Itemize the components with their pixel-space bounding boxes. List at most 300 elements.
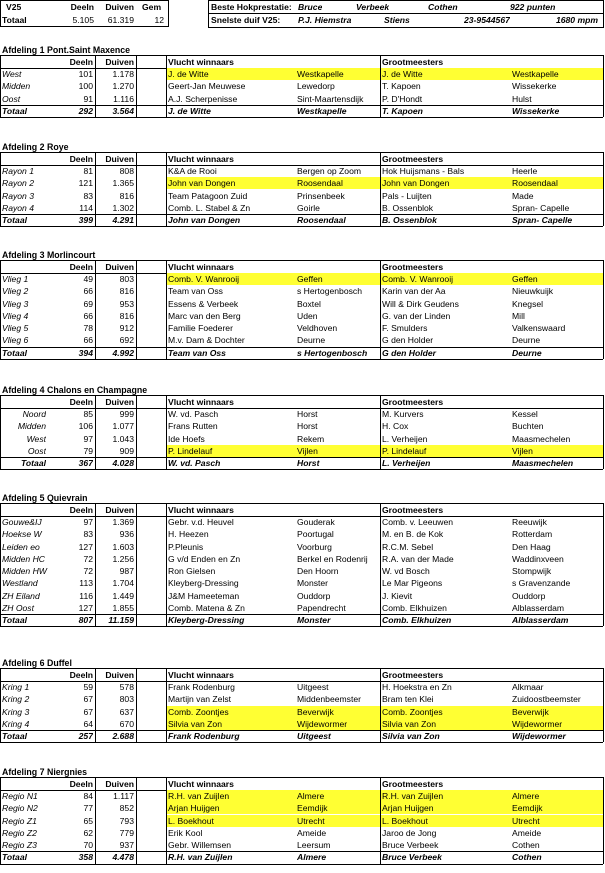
table-row [0,577,605,589]
deeln-header: Deeln [69,397,93,407]
divider [0,0,1,27]
table-row [0,177,605,189]
vlucht-winnaars-header: Vlucht winnaars [168,57,234,67]
winner-name: Frank Rodenburg [168,682,235,692]
winner-name: Silvia van Zon [168,718,222,729]
deeln-value: 79 [83,445,93,456]
duiven-value: 1.704 [112,578,134,589]
grandmaster-name: T. Kapoen [382,105,423,116]
divider [0,614,603,615]
grandmaster-name: Comb. V. Wanrooij [382,274,454,284]
divider [168,0,169,27]
beste-label: Beste Hokprestatie: [211,2,292,12]
divider [0,730,603,731]
grandmaster-place: Wijdewormer [512,731,566,741]
duiven-value: 4.028 [112,458,134,468]
divider [0,152,1,226]
total-label: Totaal [21,458,46,468]
grandmaster-name: B. Ossenblok [382,215,437,225]
row-name: Rayon 2 [2,178,35,189]
deeln-value: 84 [83,791,93,801]
snelste-ring: 23-9544567 [464,15,510,25]
divider [0,457,603,458]
divider [380,260,381,359]
duiven-value: 816 [119,286,134,297]
deeln-value: 49 [83,274,93,284]
grandmaster-name: H. Hoekstra en Zn [382,682,452,692]
grandmaster-name: R.A. van der Made [382,553,454,564]
duiven-value: 987 [119,566,134,576]
divider [136,503,137,626]
beste-points: 922 punten [510,2,556,12]
winner-name: G v/d Enden en Zn [168,553,241,564]
table-row [0,528,605,540]
grandmaster-name: J. Kievit [382,590,413,601]
row-name: Gouwe&IJ [2,517,42,527]
row-name: ZH Eiland [2,590,40,601]
grandmaster-place: Nieuwkuijk [512,286,554,297]
winner-name: H. Heezen [168,529,209,540]
duiven-value: 1.603 [112,541,134,552]
grandmaster-place: Alblasserdam [512,615,569,625]
grandmaster-place: Kessel [512,409,538,419]
grandmaster-place: Almere [512,791,540,801]
total-label: Totaal [2,615,27,625]
beste-place: Cothen [428,2,458,12]
snelste-speed: 1680 mpm [555,15,598,25]
divider [0,105,603,106]
winner-place: Westkapelle [297,105,347,116]
winner-place: Ameide [297,827,327,838]
deeln-value: 97 [83,517,93,527]
duiven-header: Duiven [105,505,134,515]
winner-place: Westkapelle [297,69,344,79]
deeln-header: Deeln [69,154,93,164]
row-name: Kring 2 [2,694,30,705]
table-row [0,334,605,346]
divider [95,55,96,117]
table-row [0,790,605,802]
grandmaster-place: Beverwijk [512,706,549,717]
divider [380,777,381,864]
winner-place: Eemdijk [297,803,328,814]
divider [0,742,603,743]
grootmeesters-header: Grootmeesters [382,779,444,789]
divider [166,777,167,864]
row-name: Rayon 1 [2,166,35,176]
divider [603,668,604,742]
grandmaster-place: Den Haag [512,541,551,552]
table-row [0,68,605,80]
divider [603,777,604,864]
grandmaster-name: Comb. Zoontjes [382,706,443,717]
deeln-value: 69 [83,298,93,309]
table-row [0,553,605,565]
deeln-value: 66 [83,286,93,297]
divider [136,395,137,469]
divider [380,395,381,469]
duiven-header: Duiven [105,2,134,12]
divider [95,777,96,864]
row-name: Hoekse W [2,529,42,540]
duiven-value: 803 [119,274,134,284]
grandmaster-name: L. Verheijen [382,458,431,468]
duiven-value: 816 [119,190,134,201]
deeln-value: 77 [83,803,93,814]
grandmaster-name: Jaroo de Jong [382,827,437,838]
winner-place: Horst [297,409,318,419]
divider [136,260,137,359]
section-title: Afdeling 3 Morlincourt [2,250,96,260]
table-row [0,839,605,851]
deeln-value: 127 [78,541,93,552]
v25-label: V25 [6,2,22,12]
winner-name: Erik Kool [168,827,203,838]
deeln-value: 66 [83,335,93,346]
duiven-value: 1.043 [112,433,134,444]
grandmaster-name: L. Boekhout [382,815,428,826]
divider [0,626,603,627]
totaal-label: Totaal [2,15,27,25]
divider [0,503,1,626]
winner-place: Roosendaal [297,178,343,189]
table-row [0,298,605,310]
grandmaster-place: Valkenswaard [512,323,566,333]
winner-name: Ron Gielsen [168,566,216,576]
duiven-value: 936 [119,529,134,540]
vlucht-winnaars-header: Vlucht winnaars [168,154,234,164]
deeln-header: Deeln [70,2,94,12]
duiven-header: Duiven [105,779,134,789]
divider [166,152,167,226]
deeln-value: 127 [78,602,93,613]
duiven-value: 912 [119,323,134,333]
grandmaster-place: Alkmaar [512,682,544,692]
table-row [0,190,605,202]
winner-place: Horst [297,458,320,468]
row-name: Vlieg 4 [2,310,29,321]
table-row [0,322,605,334]
winner-name: Kleyberg-Dressing [168,578,239,589]
divider [0,359,603,360]
table-row [0,93,605,105]
beste-last: Verbeek [356,2,390,12]
divider [0,55,1,117]
winner-place: Deurne [297,335,326,346]
row-name: Regio Z1 [2,815,37,826]
winner-name: Martijn van Zelst [168,694,232,705]
total-row [0,614,605,626]
winner-place: Middenbeemster [297,694,362,705]
total-gem: 12 [154,15,164,25]
row-name: Oost [27,445,46,456]
row-name: Rayon 4 [2,202,35,213]
grandmaster-name: Comb. Elkhuizen [382,602,447,613]
winner-place: Voorburg [297,541,332,552]
row-name: Noord [22,409,46,419]
deeln-value: 114 [79,202,93,213]
grandmaster-place: Heerle [512,166,538,176]
grandmaster-place: Utrecht [512,815,540,826]
winner-place: Uden [297,310,318,321]
duiven-value: 852 [119,803,134,814]
winner-place: Poortugal [297,529,334,540]
deeln-header: Deeln [69,670,93,680]
deeln-value: 100 [78,81,93,92]
divider [603,503,604,626]
winner-place: s Hertogenbosch [297,347,368,358]
deeln-value: 399 [78,215,93,225]
divider [0,469,603,470]
deeln-value: 367 [78,458,93,468]
divider [603,260,604,359]
winner-name: John van Dongen [168,215,241,225]
grandmaster-place: Alblasserdam [512,602,565,613]
grandmaster-place: Eemdijk [512,803,543,814]
grandmaster-place: Roosendaal [512,178,558,189]
row-name: Vlieg 3 [2,298,29,309]
duiven-value: 4.992 [112,347,134,358]
grandmaster-name: L. Verheijen [382,433,428,444]
deeln-value: 116 [79,590,93,601]
grandmaster-name: H. Cox [382,421,409,432]
divider [166,260,167,359]
row-name: Oost [2,93,21,104]
duiven-value: 909 [119,445,134,456]
row-name: Midden [2,81,31,92]
row-name: Kring 1 [2,682,30,692]
winner-place: Utrecht [297,815,325,826]
deeln-value: 78 [83,323,93,333]
duiven-value: 1.270 [112,81,134,92]
winner-place: Den Hoorn [297,566,339,576]
grandmaster-place: Cothen [512,852,542,863]
deeln-value: 121 [78,178,93,189]
top-summary [0,0,170,28]
divider [603,0,604,28]
total-row [0,214,605,226]
grandmaster-name: Comb. Elkhuizen [382,615,452,625]
total-label: Totaal [2,852,27,863]
winner-name: Kleyberg-Dressing [168,615,245,625]
winner-place: Boxtel [297,298,321,309]
divider [208,0,209,28]
grandmaster-place: Reeuwijk [512,517,547,527]
table-row [0,273,605,285]
grandmaster-place: Buchten [512,421,544,432]
grandmaster-name: Pals - Luijten [382,190,432,201]
deeln-value: 65 [83,815,93,826]
grootmeesters-header: Grootmeesters [382,670,444,680]
grandmaster-name: T. Kapoen [382,81,421,92]
duiven-value: 1.302 [112,202,134,213]
total-row [0,457,605,469]
winner-name: K&A de Rooi [168,166,217,176]
deeln-header: Deeln [69,505,93,515]
grandmaster-place: Wissekerke [512,81,557,92]
grandmaster-name: G. van der Linden [382,310,451,321]
winner-name: P. Lindelauf [168,445,213,456]
deeln-value: 83 [83,190,93,201]
winner-name: L. Boekhout [168,815,214,826]
winner-place: Rekem [297,433,325,444]
grandmaster-place: Vijlen [512,445,533,456]
winner-name: Frans Rutten [168,421,218,432]
row-name: Rayon 3 [2,190,35,201]
total-label: Totaal [2,215,27,225]
divider [166,55,167,117]
grandmaster-name: G den Holder [382,347,436,358]
grootmeesters-header: Grootmeesters [382,505,444,515]
duiven-value: 1.256 [112,553,134,564]
divider [603,55,604,117]
winner-place: Wijdewormer [297,718,348,729]
winner-place: Geffen [297,274,323,284]
divider [95,668,96,742]
winner-name: Geert-Jan Meuwese [168,81,246,92]
total-row [0,730,605,742]
winner-place: Ouddorp [297,590,331,601]
duiven-value: 1.365 [112,178,134,189]
grandmaster-name: J. de Witte [382,69,423,79]
table-row [0,445,605,457]
total-row [0,105,605,117]
grootmeesters-header: Grootmeesters [382,154,444,164]
winner-name: Gebr. v.d. Heuvel [168,517,234,527]
snelste-name: P.J. Hiemstra [298,15,352,25]
winner-place: Roosendaal [297,215,346,225]
table-row [0,433,605,445]
duiven-value: 1.077 [112,421,134,432]
total-deeln: 5.105 [72,15,94,25]
best-performance-box [208,0,605,28]
vlucht-winnaars-header: Vlucht winnaars [168,670,234,680]
row-name: ZH Oost [2,602,34,613]
duiven-value: 793 [119,815,134,826]
snelste-label: Snelste duif V25: [211,15,281,25]
duiven-value: 4.291 [112,215,134,225]
table-row [0,541,605,553]
deeln-header: Deeln [69,57,93,67]
deeln-value: 72 [83,566,93,576]
divider [95,503,96,626]
winner-name: J. de Witte [168,105,211,116]
row-name: Vlieg 2 [2,286,29,297]
grandmaster-name: Bruce Verbeek [382,840,439,850]
winner-place: Goirle [297,202,320,213]
table-row [0,202,605,214]
table-row [0,602,605,614]
grandmaster-place: Westkapelle [512,69,559,79]
deeln-value: 67 [83,706,93,717]
grandmaster-name: R.H. van Zuijlen [382,791,444,801]
divider [136,152,137,226]
grandmaster-place: Wijdewormer [512,718,563,729]
divider [208,27,603,28]
grandmaster-name: Bram ten Klei [382,694,434,705]
table-row [0,420,605,432]
duiven-value: 1.369 [112,517,134,527]
deeln-value: 62 [83,827,93,838]
deeln-value: 83 [83,529,93,540]
grandmaster-name: Will & Dirk Geudens [382,298,459,309]
vlucht-winnaars-header: Vlucht winnaars [168,397,234,407]
winner-name: Ide Hoefs [168,433,205,444]
grandmaster-name: John van Dongen [382,178,450,189]
divider [0,395,1,469]
winner-name: Frank Rodenburg [168,731,240,741]
duiven-value: 670 [119,718,134,729]
table-row [0,285,605,297]
table-row [0,590,605,602]
grandmaster-place: Hulst [512,93,532,104]
vlucht-winnaars-header: Vlucht winnaars [168,505,234,515]
total-duiven: 61.319 [107,15,134,25]
duiven-value: 779 [119,827,134,838]
duiven-value: 953 [119,298,134,309]
table-row [0,706,605,718]
total-label: Totaal [2,347,27,358]
winner-name: W. vd. Pasch [168,458,221,468]
winner-name: Gebr. Willemsen [168,840,232,850]
winner-name: John van Dongen [168,178,236,189]
row-name: Regio N2 [2,803,38,814]
deeln-value: 72 [83,553,93,564]
deeln-value: 394 [78,347,93,358]
table-row [0,565,605,577]
grandmaster-place: Ouddorp [512,590,546,601]
vlucht-winnaars-header: Vlucht winnaars [168,779,234,789]
grandmaster-place: Deurne [512,335,541,346]
winner-place: Papendrecht [297,602,346,613]
winner-place: Veldhoven [297,323,338,333]
divider [0,864,603,865]
grandmaster-name: G den Holder [382,335,434,346]
deeln-value: 85 [83,409,93,419]
grandmaster-place: Stompwijk [512,566,552,576]
divider [0,777,1,864]
total-row [0,851,605,863]
table-row [0,681,605,693]
winner-name: J. de Witte [168,69,209,79]
grandmaster-name: Silvia van Zon [382,731,440,741]
divider [166,503,167,626]
winner-name: Arjan Huijgen [168,803,220,814]
table-row [0,815,605,827]
grandmaster-name: Comb. v. Leeuwen [382,517,454,527]
grandmaster-place: s Gravenzande [512,578,571,589]
table-row [0,80,605,92]
duiven-header: Duiven [105,262,134,272]
winner-place: Beverwijk [297,706,334,717]
grandmaster-name: F. Smulders [382,323,428,333]
grandmaster-name: Le Mar Pigeons [382,578,443,589]
winner-place: Almere [297,791,325,801]
divider [0,226,603,227]
grandmaster-name: Bruce Verbeek [382,852,442,863]
table-row [0,165,605,177]
grandmaster-place: Maasmechelen [512,433,571,444]
winner-name: Marc van den Berg [168,310,241,321]
divider [380,55,381,117]
total-label: Totaal [2,731,27,741]
grandmaster-name: R.C.M. Sebel [382,541,434,552]
duiven-value: 937 [119,840,134,850]
table-row [0,693,605,705]
table-row [0,802,605,814]
grandmaster-name: P. D'Hondt [382,93,423,104]
deeln-value: 97 [83,433,93,444]
